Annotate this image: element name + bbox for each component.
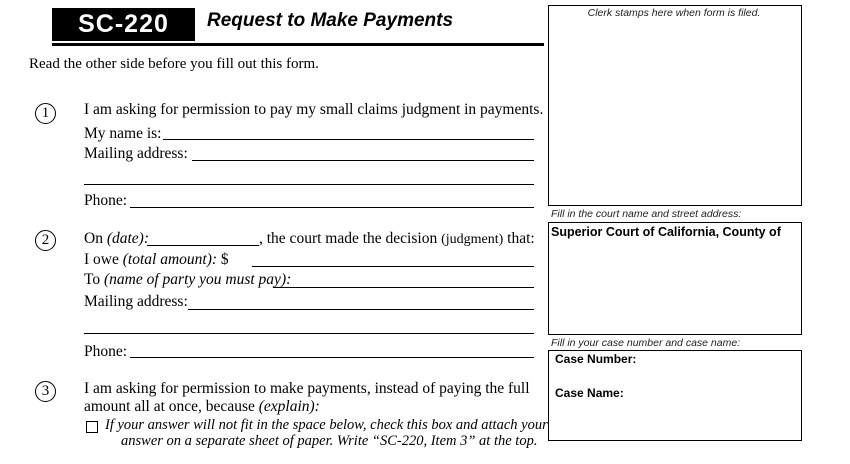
instruction-note: Read the other side before you fill out this form. <box>29 56 319 72</box>
item-3-number: 3 <box>35 381 56 402</box>
item-2-address-label: Mailing address: <box>84 293 188 310</box>
item-1-address-label: Mailing address: <box>84 145 188 162</box>
clerk-stamp-label: Clerk stamps here when form is filed. <box>587 7 761 19</box>
item-1-phone-label: Phone: <box>84 192 128 209</box>
judgment-date-field[interactable] <box>147 245 259 246</box>
item-1-phone-field[interactable] <box>130 207 534 208</box>
item-2-phone-label: Phone: <box>84 343 128 360</box>
to-party-label: To (name of party you must pay): <box>84 271 292 288</box>
item-1-number: 1 <box>35 103 56 124</box>
item-2-address-field[interactable] <box>188 309 534 310</box>
court-caption: Fill in the court name and street address: <box>551 208 742 220</box>
checkbox-instruction-line-2: answer on a separate sheet of paper. Write “SC-220, Item 3” at the top. <box>121 433 538 449</box>
party-name-field[interactable] <box>273 287 534 288</box>
item-3-line-2: amount all at once, because (explain): <box>84 398 320 415</box>
attach-sheet-checkbox[interactable] <box>86 421 98 433</box>
item-2-address-field-line-2[interactable] <box>84 333 534 334</box>
clerk-stamp-box <box>548 5 802 206</box>
my-name-field[interactable] <box>163 139 534 140</box>
item-1-address-field-line-2[interactable] <box>84 184 534 185</box>
case-number-label: Case Number: <box>555 352 637 366</box>
case-caption: Fill in your case number and case name: <box>551 337 741 349</box>
on-date-label: On (date): <box>84 230 149 247</box>
total-amount-field[interactable] <box>252 266 534 267</box>
form-title: Request to Make Payments <box>207 10 454 31</box>
checkbox-instruction-line-1: If your answer will not fit in the space below, check this box and attach your <box>105 417 548 433</box>
my-name-label: My name is: <box>84 125 162 142</box>
item-1-address-field[interactable] <box>192 160 534 161</box>
decision-text: , the court made the decision (judgment) that: <box>259 230 535 247</box>
form-id-badge: SC-220 <box>52 8 195 41</box>
court-name-text: Superior Court of California, County of <box>551 225 781 239</box>
item-3-line-1: I am asking for permission to make payments, instead of paying the full <box>84 380 530 397</box>
item-2-number: 2 <box>35 230 56 251</box>
owe-label: I owe (total amount): $ <box>84 251 229 268</box>
header-rule <box>52 43 544 46</box>
item-1-statement: I am asking for permission to pay my small claims judgment in payments. <box>84 101 544 118</box>
item-2-phone-field[interactable] <box>130 357 534 358</box>
case-name-label: Case Name: <box>555 386 624 400</box>
